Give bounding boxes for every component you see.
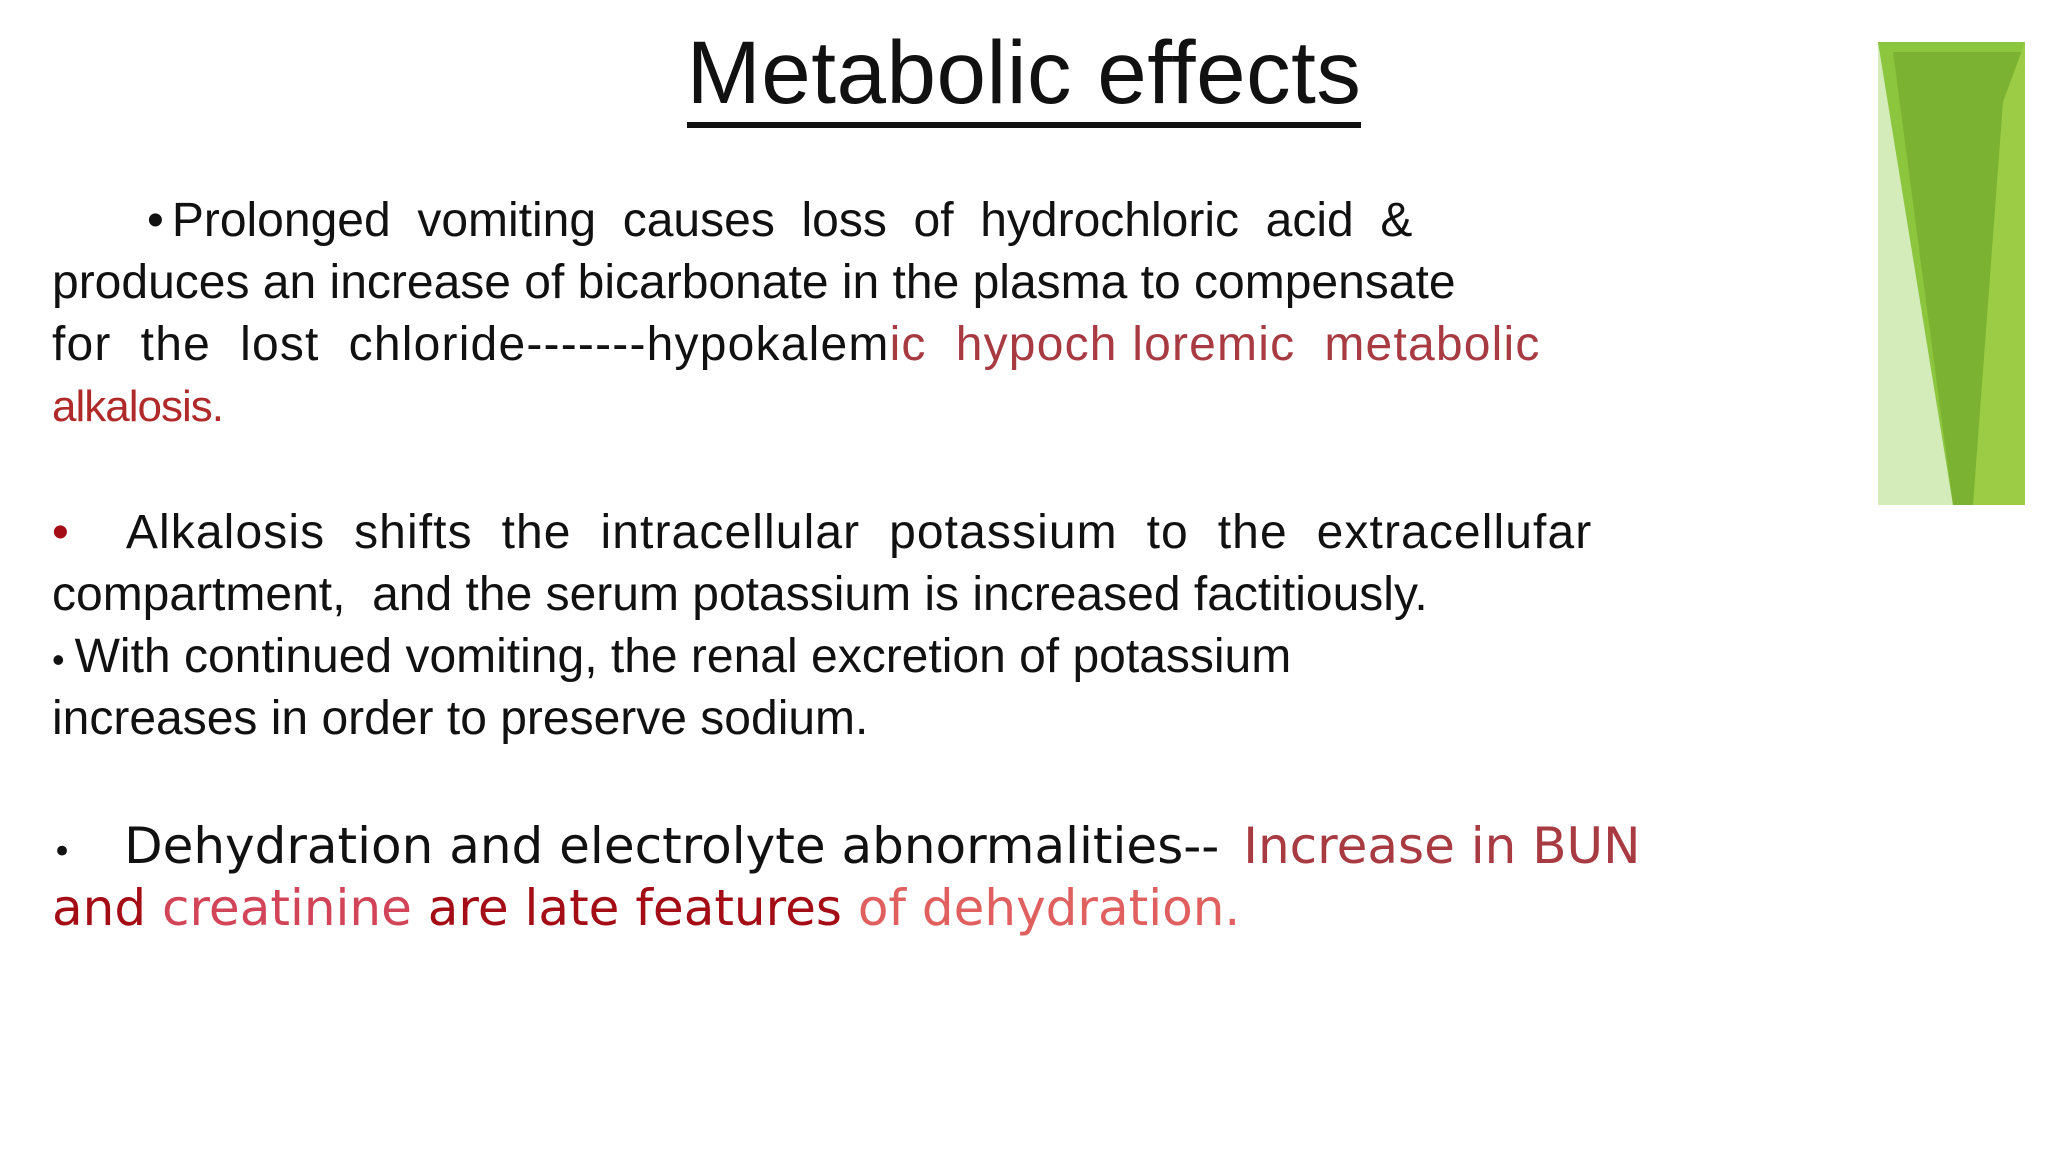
paragraph-dehydration	[52, 815, 1672, 939]
paragraph-renal-excretion	[52, 626, 1672, 750]
bullet-dot: •	[147, 194, 164, 247]
decorative-triangle-graphic	[1878, 42, 2025, 505]
p2-line1: Alkalosis shifts the intracellular potassium to the extracellufar	[125, 506, 1593, 559]
p4-line2-of-dehydration: of dehydration.	[857, 879, 1241, 937]
p1-line4-red: alkalosis.	[52, 382, 223, 431]
p4-line2-creatinine: creatinine	[161, 879, 412, 937]
p4-line1-black: Dehydration and electrolyte abnormalities--	[124, 817, 1220, 875]
p1-line3-black: for the lost chloride-------hypokalem	[52, 318, 890, 371]
bullet-dot: •	[52, 832, 73, 872]
paragraph-alkalosis	[52, 502, 1672, 626]
bullet-dot-red: •	[52, 506, 70, 559]
slide-title-text: Metabolic effects	[687, 22, 1362, 128]
bullet-dot: •	[52, 639, 65, 680]
paragraph-hydrochloric-acid	[52, 190, 1672, 438]
p1-line3-red: ic hypoch loremic metabolic	[889, 318, 1541, 371]
p1-line2: produces an increase of bicarbonate in the plasma to compensate	[52, 256, 1456, 309]
p4-line2-are: are late features	[427, 879, 842, 937]
p1-line1: Prolonged vomiting causes loss of hydrochloric acid &	[171, 194, 1413, 247]
p2-line2: compartment, and the serum potassium is increased factitiously.	[52, 568, 1428, 621]
p4-line1-red: Increase in BUN	[1243, 817, 1641, 875]
p3-line2: increases in order to preserve sodium.	[52, 692, 869, 745]
slide-title	[0, 22, 2048, 128]
p4-line2-and: and	[52, 879, 147, 937]
p3-line1: With continued vomiting, the renal excretion of potassium	[74, 630, 1292, 683]
